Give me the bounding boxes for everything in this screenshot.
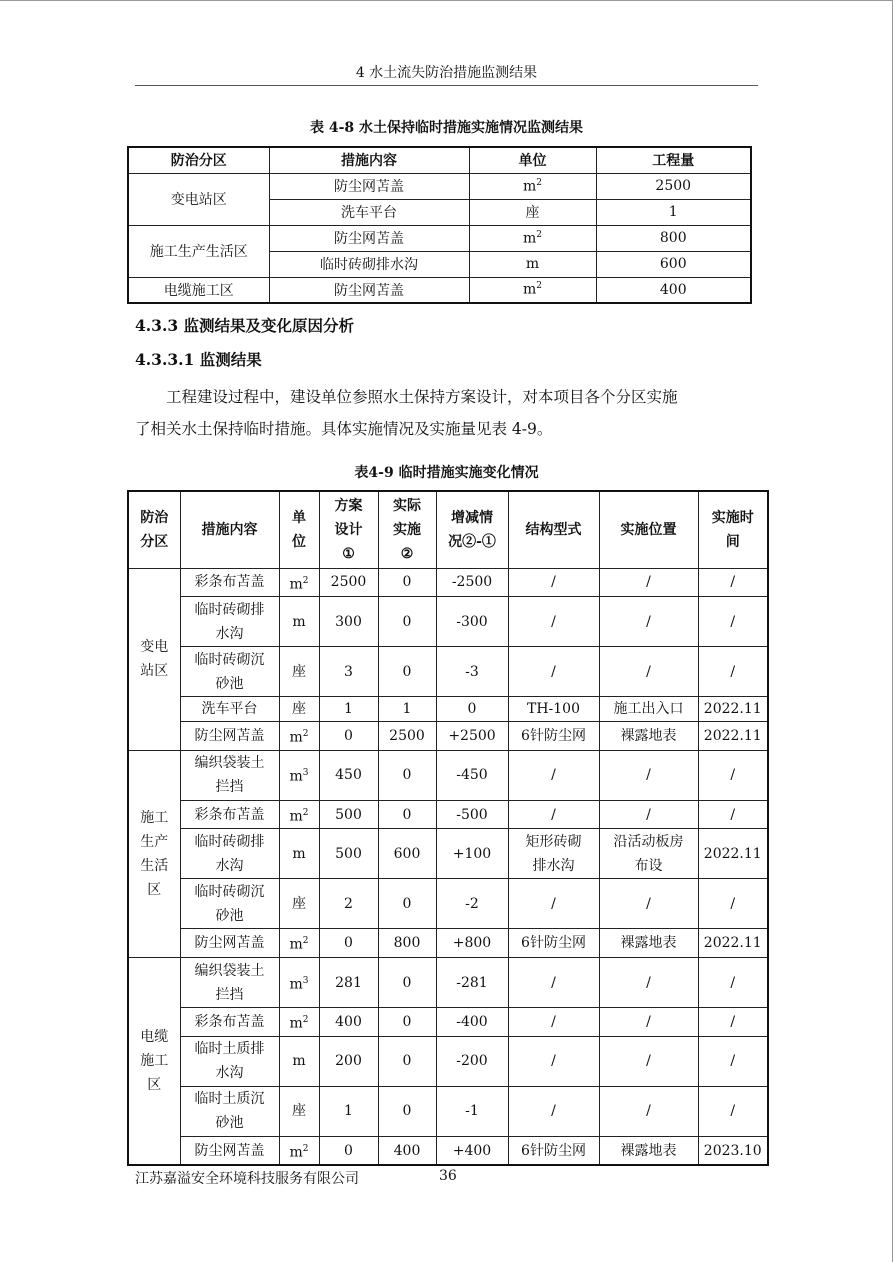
actual-cell: 0 bbox=[378, 647, 436, 697]
unit-cell: $m^3$ bbox=[279, 958, 319, 1008]
unit-cell: $m^2$ bbox=[469, 173, 596, 199]
structure-cell: / bbox=[508, 647, 599, 697]
unit-cell: $m^2$ bbox=[469, 277, 596, 303]
location-cell: 裸露地表 bbox=[599, 929, 698, 958]
time-cell: / bbox=[698, 879, 768, 929]
page-number: 36 bbox=[439, 1168, 457, 1184]
subsection-heading: 4.3.3.1 监测结果 bbox=[135, 350, 262, 369]
actual-cell: 0 bbox=[378, 800, 436, 829]
plan-cell: 500 bbox=[319, 829, 378, 879]
structure-cell: 6针防尘网 bbox=[508, 1136, 599, 1165]
plan-cell: 0 bbox=[319, 1136, 378, 1165]
table-row bbox=[128, 750, 768, 800]
paragraph-line-1: 工程建设过程中，建设单位参照水土保持方案设计，对本项目各个分区实施 bbox=[166, 388, 678, 406]
actual-cell: 0 bbox=[378, 958, 436, 1008]
table-header-row bbox=[128, 491, 768, 568]
actual-cell: 0 bbox=[378, 1008, 436, 1037]
location-cell: / bbox=[599, 568, 698, 597]
plan-cell: 2500 bbox=[319, 568, 378, 597]
time-cell: / bbox=[698, 1086, 768, 1136]
plan-cell: 200 bbox=[319, 1036, 378, 1086]
location-cell: 沿活动板房 布设 bbox=[599, 829, 698, 879]
table-4-8 bbox=[127, 146, 752, 304]
measure-cell: 临时砖砌排 水沟 bbox=[180, 829, 279, 879]
zone-cell: 施工生产生活区 bbox=[128, 225, 269, 277]
zone-cell: 电缆施工区 bbox=[128, 277, 269, 303]
structure-cell: TH-100 bbox=[508, 697, 599, 722]
plan-cell: 2 bbox=[319, 879, 378, 929]
location-cell: / bbox=[599, 1008, 698, 1037]
table-row bbox=[128, 958, 768, 1008]
actual-cell: 0 bbox=[378, 750, 436, 800]
plan-cell: 450 bbox=[319, 750, 378, 800]
zone-cell: 变电 站区 bbox=[128, 568, 180, 750]
table-row bbox=[128, 173, 751, 199]
measure-cell: 编织袋装土 拦挡 bbox=[180, 750, 279, 800]
plan-cell: 281 bbox=[319, 958, 378, 1008]
table-row bbox=[128, 277, 751, 303]
diff-cell: -3 bbox=[436, 647, 508, 697]
page-border-top bbox=[0, 0, 893, 1]
structure-cell: 6针防尘网 bbox=[508, 722, 599, 751]
zone-cell: 电缆 施工 区 bbox=[128, 958, 180, 1166]
measure-cell: 临时砖砌排水沟 bbox=[269, 251, 469, 277]
time-cell: / bbox=[698, 568, 768, 597]
header-cell: 单 位 bbox=[279, 491, 319, 568]
quantity-cell: 800 bbox=[596, 225, 751, 251]
header-cell: 实施位置 bbox=[599, 491, 698, 568]
measure-cell: 彩条布苫盖 bbox=[180, 568, 279, 597]
header-cell: 实际 实施 ② bbox=[378, 491, 436, 568]
actual-cell: 0 bbox=[378, 568, 436, 597]
header-rule bbox=[135, 85, 758, 86]
time-cell: / bbox=[698, 750, 768, 800]
measure-cell: 防尘网苫盖 bbox=[269, 277, 469, 303]
unit-cell: $m^2$ bbox=[469, 225, 596, 251]
unit-cell: $m^2$ bbox=[279, 929, 319, 958]
measure-cell: 临时砖砌排 水沟 bbox=[180, 597, 279, 647]
actual-cell: 0 bbox=[378, 597, 436, 647]
actual-cell: 2500 bbox=[378, 722, 436, 751]
unit-cell: 座 bbox=[469, 199, 596, 225]
structure-cell: / bbox=[508, 958, 599, 1008]
structure-cell: / bbox=[508, 568, 599, 597]
table-row bbox=[128, 929, 768, 958]
unit-cell: m bbox=[279, 597, 319, 647]
table-row bbox=[128, 829, 768, 879]
actual-cell: 600 bbox=[378, 829, 436, 879]
actual-cell: 800 bbox=[378, 929, 436, 958]
diff-cell: -2500 bbox=[436, 568, 508, 597]
structure-cell: / bbox=[508, 1036, 599, 1086]
time-cell: / bbox=[698, 1008, 768, 1037]
table-header-row bbox=[128, 147, 751, 173]
section-heading: 4.3.3 监测结果及变化原因分析 bbox=[135, 316, 355, 335]
measure-cell: 洗车平台 bbox=[180, 697, 279, 722]
diff-cell: -281 bbox=[436, 958, 508, 1008]
diff-cell: -2 bbox=[436, 879, 508, 929]
measure-cell: 防尘网苫盖 bbox=[180, 929, 279, 958]
location-cell: / bbox=[599, 597, 698, 647]
diff-cell: -500 bbox=[436, 800, 508, 829]
plan-cell: 0 bbox=[319, 929, 378, 958]
unit-cell: m bbox=[279, 829, 319, 879]
time-cell: / bbox=[698, 958, 768, 1008]
measure-cell: 防尘网苫盖 bbox=[180, 722, 279, 751]
unit-cell: $m^2$ bbox=[279, 1136, 319, 1165]
unit-cell: 座 bbox=[279, 879, 319, 929]
location-cell: / bbox=[599, 647, 698, 697]
header-cell: 单位 bbox=[469, 147, 596, 173]
structure-cell: / bbox=[508, 879, 599, 929]
measure-cell: 彩条布苫盖 bbox=[180, 800, 279, 829]
unit-cell: $m^3$ bbox=[279, 750, 319, 800]
diff-cell: 0 bbox=[436, 697, 508, 722]
unit-cell: m bbox=[279, 1036, 319, 1086]
diff-cell: -1 bbox=[436, 1086, 508, 1136]
time-cell: / bbox=[698, 647, 768, 697]
table-row bbox=[128, 597, 768, 647]
structure-cell: / bbox=[508, 1086, 599, 1136]
diff-cell: +400 bbox=[436, 1136, 508, 1165]
unit-cell: $m^2$ bbox=[279, 568, 319, 597]
location-cell: 施工出入口 bbox=[599, 697, 698, 722]
table-4-9-caption: 表4-9 临时措施实施变化情况 bbox=[354, 465, 539, 481]
header-cell: 措施内容 bbox=[180, 491, 279, 568]
table-row bbox=[128, 1008, 768, 1037]
plan-cell: 400 bbox=[319, 1008, 378, 1037]
unit-cell: $m^2$ bbox=[279, 800, 319, 829]
unit-cell: 座 bbox=[279, 1086, 319, 1136]
unit-cell: $m^2$ bbox=[279, 722, 319, 751]
diff-cell: -200 bbox=[436, 1036, 508, 1086]
running-header: 4 水土流失防治措施监测结果 bbox=[355, 65, 538, 81]
diff-cell: +800 bbox=[436, 929, 508, 958]
table-row bbox=[128, 568, 768, 597]
location-cell: / bbox=[599, 1086, 698, 1136]
plan-cell: 500 bbox=[319, 800, 378, 829]
diff-cell: -400 bbox=[436, 1008, 508, 1037]
time-cell: 2022.11 bbox=[698, 722, 768, 751]
table-row bbox=[128, 722, 768, 751]
measure-cell: 临时土质排 水沟 bbox=[180, 1036, 279, 1086]
diff-cell: -450 bbox=[436, 750, 508, 800]
table-row bbox=[128, 879, 768, 929]
paragraph-line-2: 了相关水土保持临时措施。具体实施情况及实施量见表 4-9。 bbox=[135, 420, 553, 438]
actual-cell: 1 bbox=[378, 697, 436, 722]
structure-cell: 矩形砖砌 排水沟 bbox=[508, 829, 599, 879]
header-cell: 结构型式 bbox=[508, 491, 599, 568]
table-4-8-caption: 表 4-8 水土保持临时措施实施情况监测结果 bbox=[309, 120, 584, 136]
header-cell: 实施时 间 bbox=[698, 491, 768, 568]
location-cell: 裸露地表 bbox=[599, 722, 698, 751]
location-cell: / bbox=[599, 879, 698, 929]
measure-cell: 临时砖砌沉 砂池 bbox=[180, 879, 279, 929]
time-cell: / bbox=[698, 800, 768, 829]
table-row bbox=[128, 1036, 768, 1086]
actual-cell: 0 bbox=[378, 1036, 436, 1086]
location-cell: / bbox=[599, 1036, 698, 1086]
quantity-cell: 1 bbox=[596, 199, 751, 225]
time-cell: 2022.11 bbox=[698, 697, 768, 722]
location-cell: / bbox=[599, 958, 698, 1008]
zone-cell: 施工 生产 生活 区 bbox=[128, 750, 180, 957]
structure-cell: / bbox=[508, 800, 599, 829]
header-cell: 增减情 况②-① bbox=[436, 491, 508, 568]
time-cell: 2022.11 bbox=[698, 829, 768, 879]
body-paragraph bbox=[135, 381, 758, 445]
actual-cell: 400 bbox=[378, 1136, 436, 1165]
measure-cell: 防尘网苫盖 bbox=[269, 225, 469, 251]
header-cell: 防治 分区 bbox=[128, 491, 180, 568]
structure-cell: / bbox=[508, 597, 599, 647]
quantity-cell: 600 bbox=[596, 251, 751, 277]
measure-cell: 防尘网苫盖 bbox=[269, 173, 469, 199]
table-row bbox=[128, 225, 751, 251]
header-cell: 防治分区 bbox=[128, 147, 269, 173]
table-row bbox=[128, 1086, 768, 1136]
quantity-cell: 400 bbox=[596, 277, 751, 303]
measure-cell: 洗车平台 bbox=[269, 199, 469, 225]
structure-cell: / bbox=[508, 1008, 599, 1037]
table-row bbox=[128, 647, 768, 697]
structure-cell: / bbox=[508, 750, 599, 800]
diff-cell: -300 bbox=[436, 597, 508, 647]
header-cell: 措施内容 bbox=[269, 147, 469, 173]
plan-cell: 1 bbox=[319, 697, 378, 722]
header-cell: 方案 设计 ① bbox=[319, 491, 378, 568]
location-cell: / bbox=[599, 750, 698, 800]
actual-cell: 0 bbox=[378, 879, 436, 929]
time-cell: / bbox=[698, 597, 768, 647]
table-row bbox=[128, 800, 768, 829]
measure-cell: 临时砖砌沉 砂池 bbox=[180, 647, 279, 697]
plan-cell: 0 bbox=[319, 722, 378, 751]
diff-cell: +2500 bbox=[436, 722, 508, 751]
unit-cell: 座 bbox=[279, 697, 319, 722]
unit-cell: 座 bbox=[279, 647, 319, 697]
unit-cell: m bbox=[469, 251, 596, 277]
time-cell: / bbox=[698, 1036, 768, 1086]
footer-company: 江苏嘉溢安全环境科技服务有限公司 bbox=[135, 1171, 359, 1187]
diff-cell: +100 bbox=[436, 829, 508, 879]
plan-cell: 3 bbox=[319, 647, 378, 697]
header-cell: 工程量 bbox=[596, 147, 751, 173]
location-cell: / bbox=[599, 800, 698, 829]
measure-cell: 防尘网苫盖 bbox=[180, 1136, 279, 1165]
zone-cell: 变电站区 bbox=[128, 173, 269, 225]
time-cell: 2023.10 bbox=[698, 1136, 768, 1165]
plan-cell: 1 bbox=[319, 1086, 378, 1136]
time-cell: 2022.11 bbox=[698, 929, 768, 958]
actual-cell: 0 bbox=[378, 1086, 436, 1136]
table-row bbox=[128, 1136, 768, 1165]
table-4-9 bbox=[127, 490, 769, 1166]
measure-cell: 临时土质沉 砂池 bbox=[180, 1086, 279, 1136]
measure-cell: 彩条布苫盖 bbox=[180, 1008, 279, 1037]
location-cell: 裸露地表 bbox=[599, 1136, 698, 1165]
structure-cell: 6针防尘网 bbox=[508, 929, 599, 958]
plan-cell: 300 bbox=[319, 597, 378, 647]
measure-cell: 编织袋装土 拦挡 bbox=[180, 958, 279, 1008]
table-row bbox=[128, 697, 768, 722]
unit-cell: $m^2$ bbox=[279, 1008, 319, 1037]
quantity-cell: 2500 bbox=[596, 173, 751, 199]
